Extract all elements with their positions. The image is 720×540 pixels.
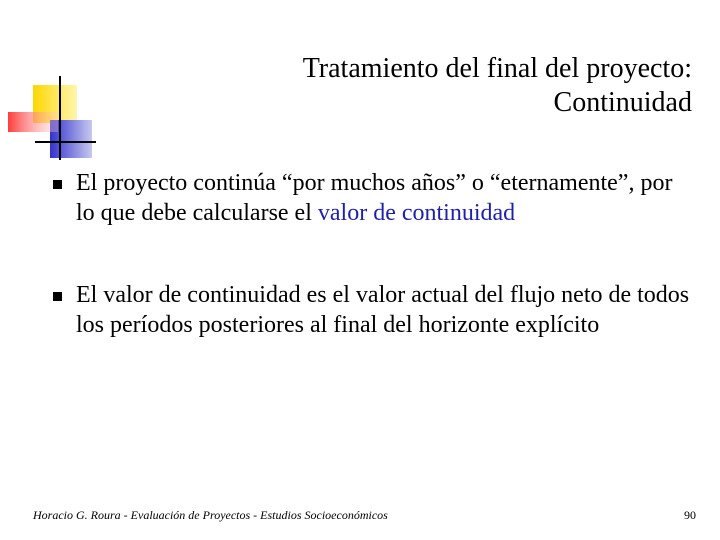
bullet-item-2 bbox=[50, 280, 690, 340]
page-number: 90 bbox=[684, 508, 696, 522]
square-bullet-icon bbox=[53, 292, 62, 301]
slide-title-line-1: Tratamiento del final del proyecto: bbox=[302, 53, 692, 84]
decorative-logo-graphic bbox=[0, 0, 110, 170]
square-bullet-icon bbox=[53, 180, 62, 189]
bullet-1-highlight: valor de continuidad bbox=[317, 200, 516, 226]
bullet-list bbox=[50, 168, 690, 340]
slide-title-line-2: Continuidad bbox=[553, 87, 692, 118]
bullet-2-text: El valor de continuidad es el valor actual del flujo neto de todos los períodos posteriores al final del horizonte explícito bbox=[76, 282, 690, 338]
slide-title bbox=[132, 52, 692, 120]
deco-red-bar bbox=[8, 112, 58, 132]
bullet-item-1 bbox=[50, 168, 690, 228]
footer-author: Horacio G. Roura - Evaluación de Proyectos - Estudios Socioeconómicos bbox=[33, 508, 388, 522]
bullet-1-text: El proyecto continúa “por muchos años” o “eternamente”, por lo que debe calcularse el bbox=[76, 170, 673, 226]
